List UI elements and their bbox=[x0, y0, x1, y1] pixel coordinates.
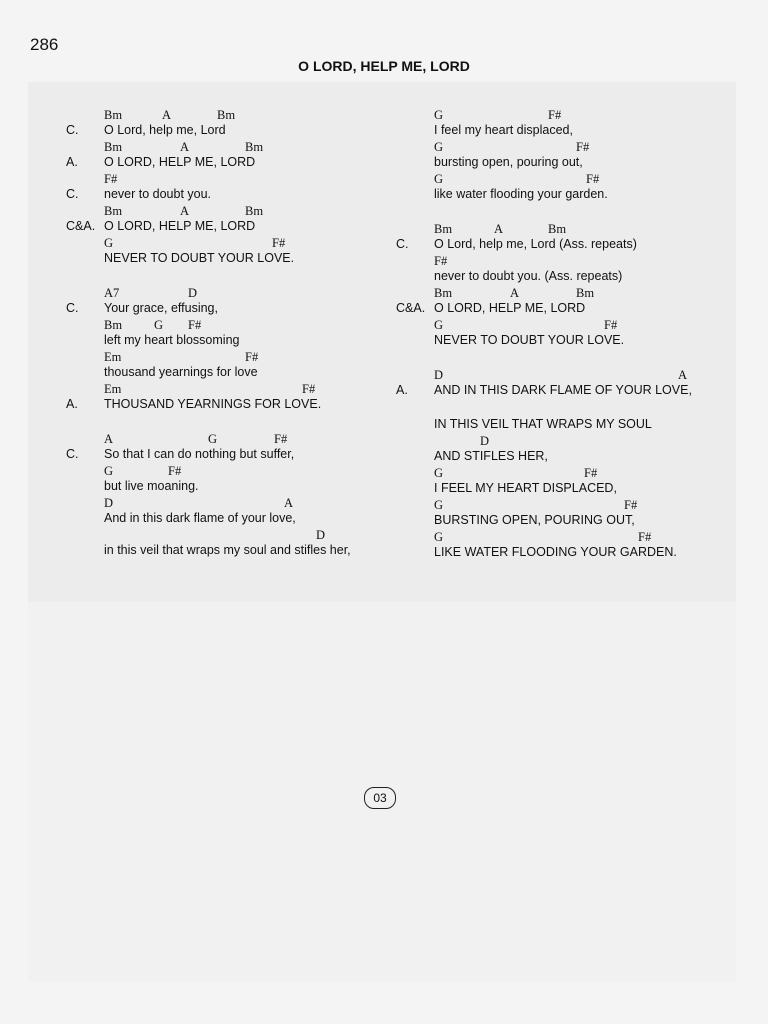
stanza-gap bbox=[396, 398, 736, 416]
chord: G bbox=[104, 236, 114, 250]
chord: F# bbox=[576, 140, 590, 154]
chord-row bbox=[66, 462, 396, 478]
chord-row bbox=[66, 234, 396, 250]
lyric-text: So that I can do nothing but suffer, bbox=[104, 447, 295, 461]
chord-row bbox=[396, 138, 736, 154]
lyric-line bbox=[396, 448, 736, 464]
lyric-text: THOUSAND YEARNINGS FOR LOVE. bbox=[104, 397, 322, 411]
chord: A bbox=[678, 368, 688, 382]
lyric-line bbox=[396, 236, 736, 252]
chord: G bbox=[208, 432, 218, 446]
lyric-line bbox=[396, 512, 736, 528]
singer-label bbox=[396, 332, 434, 348]
chord-row bbox=[66, 348, 396, 364]
chord: G bbox=[434, 530, 444, 544]
chord: F# bbox=[272, 236, 286, 250]
chord-row bbox=[396, 106, 736, 122]
lyric-text: NEVER TO DOUBT YOUR LOVE. bbox=[104, 251, 295, 265]
chord-row bbox=[66, 284, 396, 300]
left-column bbox=[66, 106, 396, 558]
lyric-text: bursting open, pouring out, bbox=[434, 155, 583, 169]
chord: F# bbox=[168, 464, 182, 478]
chord-row bbox=[66, 494, 396, 510]
lyric-text: NEVER TO DOUBT YOUR LOVE. bbox=[434, 333, 625, 347]
singer-label bbox=[396, 448, 434, 464]
lyric-text: O Lord, help me, Lord bbox=[104, 123, 226, 137]
footer-badge: 03 bbox=[364, 787, 396, 809]
chord: Bm bbox=[104, 204, 123, 218]
chord: F# bbox=[245, 350, 259, 364]
chord-row bbox=[66, 106, 396, 122]
lyric-text: AND IN THIS DARK FLAME OF YOUR LOVE, bbox=[434, 383, 692, 397]
chord: G bbox=[154, 318, 164, 332]
singer-label: A. bbox=[66, 397, 78, 411]
chord: Bm bbox=[434, 286, 453, 300]
chord-row bbox=[396, 432, 736, 448]
stanza-gap bbox=[66, 412, 396, 430]
singer-label bbox=[66, 542, 104, 558]
stanza-gap bbox=[396, 348, 736, 366]
lyric-text: I feel my heart displaced, bbox=[434, 123, 573, 137]
singer-label bbox=[396, 122, 434, 138]
chord: Em bbox=[104, 350, 122, 364]
singer-label: C. bbox=[66, 301, 79, 315]
chord: Em bbox=[104, 382, 122, 396]
chord: G bbox=[434, 172, 444, 186]
singer-label: A. bbox=[396, 383, 408, 397]
chord: Bm bbox=[434, 222, 453, 236]
lyric-text: but live moaning. bbox=[104, 479, 199, 493]
lyric-line bbox=[66, 542, 396, 558]
lyric-line bbox=[396, 480, 736, 496]
lyric-line bbox=[396, 332, 736, 348]
song-title: O LORD, HELP ME, LORD bbox=[298, 58, 470, 74]
chord: A7 bbox=[104, 286, 120, 300]
singer-label: C. bbox=[66, 123, 79, 137]
chord: G bbox=[434, 108, 444, 122]
lyric-text: I FEEL MY HEART DISPLACED, bbox=[434, 481, 617, 495]
lyric-line bbox=[66, 364, 396, 380]
lyric-text: never to doubt you. (Ass. repeats) bbox=[434, 269, 623, 283]
chord: G bbox=[434, 466, 444, 480]
chord: Bm bbox=[576, 286, 595, 300]
singer-label: C&A. bbox=[66, 219, 96, 233]
lyric-line bbox=[66, 218, 396, 234]
lyric-text: O LORD, HELP ME, LORD bbox=[434, 301, 586, 315]
singer-label bbox=[396, 186, 434, 202]
chord: A bbox=[180, 204, 190, 218]
chord-row bbox=[66, 526, 396, 542]
chord: F# bbox=[188, 318, 202, 332]
lyric-line bbox=[396, 382, 736, 398]
lyric-text: O LORD, HELP ME, LORD bbox=[104, 155, 256, 169]
lyric-text: LIKE WATER FLOODING YOUR GARDEN. bbox=[434, 545, 677, 559]
singer-label bbox=[396, 544, 434, 560]
chord: A bbox=[162, 108, 172, 122]
chord: D bbox=[104, 496, 114, 510]
lyric-line bbox=[66, 300, 396, 316]
singer-label: A. bbox=[66, 155, 78, 169]
lyric-line bbox=[66, 396, 396, 412]
page-number: 286 bbox=[30, 35, 59, 54]
lyric-line bbox=[66, 332, 396, 348]
chord: D bbox=[434, 368, 444, 382]
chord-row bbox=[66, 380, 396, 396]
chord: G bbox=[104, 464, 114, 478]
chord-row bbox=[396, 496, 736, 512]
chord-row bbox=[66, 202, 396, 218]
lyric-line bbox=[66, 478, 396, 494]
right-column bbox=[396, 106, 736, 560]
chord: G bbox=[434, 140, 444, 154]
lyric-text: left my heart blossoming bbox=[104, 333, 240, 347]
chord: F# bbox=[548, 108, 562, 122]
singer-label: C. bbox=[66, 187, 79, 201]
chord: F# bbox=[274, 432, 288, 446]
chord: Bm bbox=[548, 222, 567, 236]
lyric-text: O LORD, HELP ME, LORD bbox=[104, 219, 256, 233]
lyric-line bbox=[66, 446, 396, 462]
singer-label bbox=[396, 154, 434, 170]
singer-label bbox=[66, 510, 104, 526]
chord-row bbox=[396, 528, 736, 544]
lyric-line bbox=[396, 154, 736, 170]
chord-row bbox=[66, 170, 396, 186]
chord-row bbox=[396, 284, 736, 300]
lyric-line bbox=[66, 186, 396, 202]
singer-label bbox=[66, 364, 104, 380]
lyric-text: thousand yearnings for love bbox=[104, 365, 258, 379]
lyric-line bbox=[396, 186, 736, 202]
chord: D bbox=[480, 434, 490, 448]
lyric-text: AND STIFLES HER, bbox=[434, 449, 548, 463]
lyric-text: in this veil that wraps my soul and stifles her, bbox=[104, 543, 351, 557]
lyric-text: IN THIS VEIL THAT WRAPS MY SOUL bbox=[434, 417, 652, 431]
chord-row bbox=[396, 366, 736, 382]
singer-label bbox=[396, 268, 434, 284]
chord: D bbox=[188, 286, 198, 300]
chord: A bbox=[510, 286, 520, 300]
chord: G bbox=[434, 318, 444, 332]
chord-row bbox=[396, 316, 736, 332]
lyric-line bbox=[66, 154, 396, 170]
lyric-text: like water flooding your garden. bbox=[434, 187, 608, 201]
lyric-text: O Lord, help me, Lord (Ass. repeats) bbox=[434, 237, 637, 251]
chord: A bbox=[284, 496, 294, 510]
chord: F# bbox=[434, 254, 448, 268]
singer-label bbox=[396, 416, 434, 432]
chord-row bbox=[66, 316, 396, 332]
lyric-line bbox=[396, 300, 736, 316]
chord: F# bbox=[638, 530, 652, 544]
chord: F# bbox=[604, 318, 618, 332]
chord: Bm bbox=[104, 108, 123, 122]
chord: F# bbox=[302, 382, 316, 396]
stanza-gap bbox=[396, 202, 736, 220]
chord-row bbox=[66, 430, 396, 446]
chord-row bbox=[66, 138, 396, 154]
lyric-line bbox=[396, 122, 736, 138]
lyric-text: never to doubt you. bbox=[104, 187, 212, 201]
lyric-text: BURSTING OPEN, POURING OUT, bbox=[434, 513, 635, 527]
singer-label bbox=[396, 512, 434, 528]
singer-label: C. bbox=[66, 447, 79, 461]
chord: Bm bbox=[104, 140, 123, 154]
chord: Bm bbox=[245, 204, 264, 218]
chord: Bm bbox=[104, 318, 123, 332]
chord: A bbox=[104, 432, 114, 446]
lyric-line bbox=[396, 268, 736, 284]
lyric-line bbox=[396, 544, 736, 560]
lyric-line bbox=[66, 122, 396, 138]
lyric-text: And in this dark flame of your love, bbox=[104, 511, 296, 525]
singer-label bbox=[396, 480, 434, 496]
singer-label: C&A. bbox=[396, 301, 426, 315]
singer-label bbox=[66, 332, 104, 348]
chord: F# bbox=[584, 466, 598, 480]
chord: F# bbox=[104, 172, 118, 186]
lyric-line bbox=[66, 250, 396, 266]
chord-row bbox=[396, 464, 736, 480]
chord: F# bbox=[586, 172, 600, 186]
chord: A bbox=[494, 222, 504, 236]
chord: A bbox=[180, 140, 190, 154]
chord: Bm bbox=[245, 140, 264, 154]
singer-label: C. bbox=[396, 237, 409, 251]
lyric-line bbox=[66, 510, 396, 526]
singer-label bbox=[66, 478, 104, 494]
lyric-line bbox=[396, 416, 736, 432]
chord: G bbox=[434, 498, 444, 512]
chord: F# bbox=[624, 498, 638, 512]
lyric-text: Your grace, effusing, bbox=[104, 301, 218, 315]
chord: Bm bbox=[217, 108, 236, 122]
chord-row bbox=[396, 252, 736, 268]
chord: D bbox=[316, 528, 326, 542]
singer-label bbox=[66, 250, 104, 266]
stanza-gap bbox=[66, 266, 396, 284]
chord-row bbox=[396, 170, 736, 186]
chord-row bbox=[396, 220, 736, 236]
